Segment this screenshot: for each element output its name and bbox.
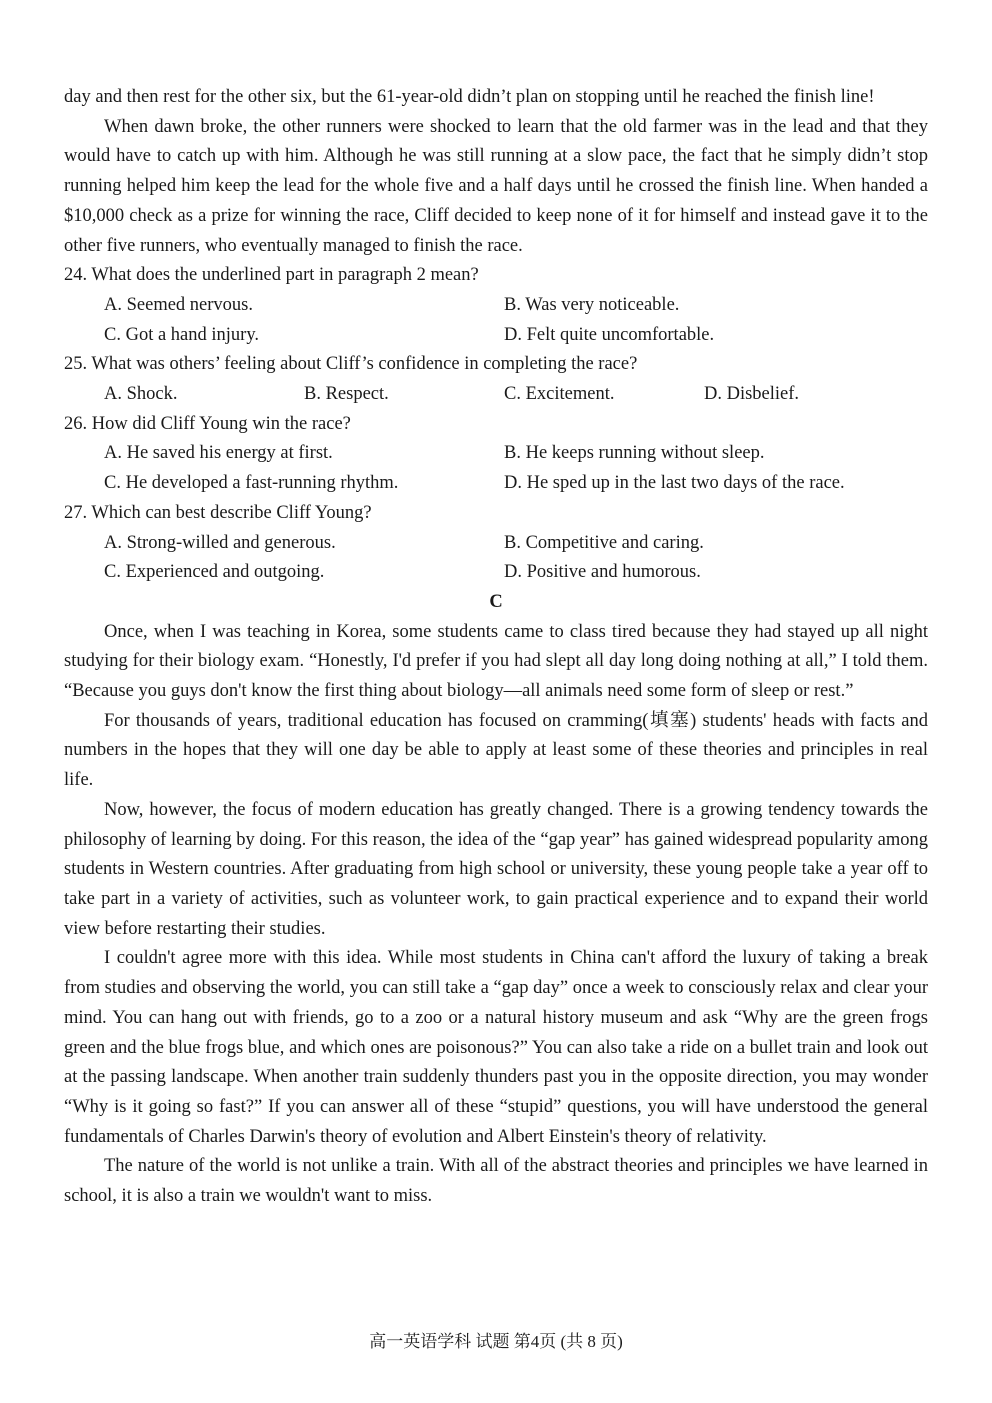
- question-26: [64, 410, 928, 499]
- option-c: C. Experienced and outgoing.: [104, 562, 325, 583]
- passage-b-paragraph-1: day and then rest for the other six, but the 61-year-old didn’t plan on stopping until he reached the finish line!: [64, 87, 875, 107]
- option-b: B. Competitive and caring.: [504, 532, 704, 553]
- option-c: C. Got a hand injury.: [104, 324, 260, 345]
- question-options: [64, 439, 928, 498]
- option-a: A. Seemed nervous.: [104, 294, 253, 315]
- option-c: C. Excitement.: [504, 384, 615, 405]
- question-stem: 26. How did Cliff Young win the race?: [64, 413, 351, 434]
- passage-c-paragraph-1: Once, when I was teaching in Korea, some students came to class tired because they had stayed up all night studying for their biology exam. “Honestly, I'd prefer if you had slept all day long doing nothing at all,” I told them. “Because you guys don't know the first thing about biology—all animals need some form of sleep or rest.”: [64, 621, 928, 702]
- option-b: B. Was very noticeable.: [504, 294, 680, 315]
- option-d: D. Felt quite uncomfortable.: [504, 324, 715, 345]
- section-heading: C: [489, 591, 503, 612]
- question-options: [64, 529, 928, 588]
- option-d: D. Positive and humorous.: [504, 562, 701, 583]
- option-d: D. He sped up in the last two days of the race.: [504, 473, 845, 494]
- option-a: A. Shock.: [104, 384, 178, 405]
- passage-b-paragraph-2: When dawn broke, the other runners were shocked to learn that the old farmer was in the lead and that they would have to catch up with him. Although he was still running at a slow pace, the fact that he simply didn’t stop running helped him keep the lead for the whole five and a half days until he crossed the finish line. When handed a $10,000 check as a prize for winning the race, Cliff decided to keep none of it for himself and instead gave it to the other five runners, who eventually managed to finish the race.: [64, 116, 928, 256]
- exam-page: [64, 83, 928, 1212]
- option-a: A. He saved his energy at first.: [104, 443, 333, 464]
- passage-c-paragraph-2: For thousands of years, traditional education has focused on cramming(填塞) students' heads with facts and numbers in the hopes that they will one day be able to apply at least some of these theories and principles in real life.: [64, 710, 928, 791]
- passage-c-paragraph-4: I couldn't agree more with this idea. While most students in China can't afford the luxury of taking a break from studies and observing the world, you can still take a “gap day” once a week to consciously relax and clear your mind. You can hang out with friends, go to a zoo or a natural history museum and ask “Why are the green frogs green and the blue frogs blue, and which ones are poisonous?” You can also take a ride on a bullet train and look out at the passing landscape. When another train suddenly thunders past you in the opposite direction, you may wonder “Why is it going so fast?” If you can answer all of these “stupid” questions, you will have understood the general fundamentals of Charles Darwin's theory of evolution and Albert Einstein's theory of relativity.: [64, 948, 928, 1147]
- option-a: A. Strong-willed and generous.: [104, 532, 336, 553]
- passage-c-paragraph-3: Now, however, the focus of modern education has greatly changed. There is a growing tendency towards the philosophy of learning by doing. For this reason, the idea of the “gap year” has gained widespread popularity among students in Western countries. After graduating from high school or university, these young people take a year off to take part in a variety of activities, such as volunteer work, to gain practical experience and to expand their world view before restarting their studies.: [64, 799, 928, 939]
- question-stem: 24. What does the underlined part in paragraph 2 mean?: [64, 265, 479, 286]
- option-b: B. He keeps running without sleep.: [504, 443, 765, 464]
- option-b: B. Respect.: [304, 384, 389, 405]
- question-options: [64, 380, 928, 410]
- question-24: [64, 261, 928, 350]
- page-footer: 高一英语学科 试题 第4页 (共 8 页): [369, 1332, 623, 1351]
- question-stem: 25. What was others’ feeling about Cliff’s confidence in completing the race?: [64, 354, 638, 375]
- question-options: [64, 291, 928, 350]
- question-stem: 27. Which can best describe Cliff Young?: [64, 502, 372, 523]
- option-c: C. He developed a fast-running rhythm.: [104, 473, 399, 494]
- option-d: D. Disbelief.: [704, 384, 800, 405]
- question-25: [64, 350, 928, 409]
- question-27: [64, 499, 928, 588]
- passage-c-paragraph-5: The nature of the world is not unlike a train. With all of the abstract theories and principles we have learned in school, it is also a train we wouldn't want to miss.: [64, 1156, 928, 1207]
